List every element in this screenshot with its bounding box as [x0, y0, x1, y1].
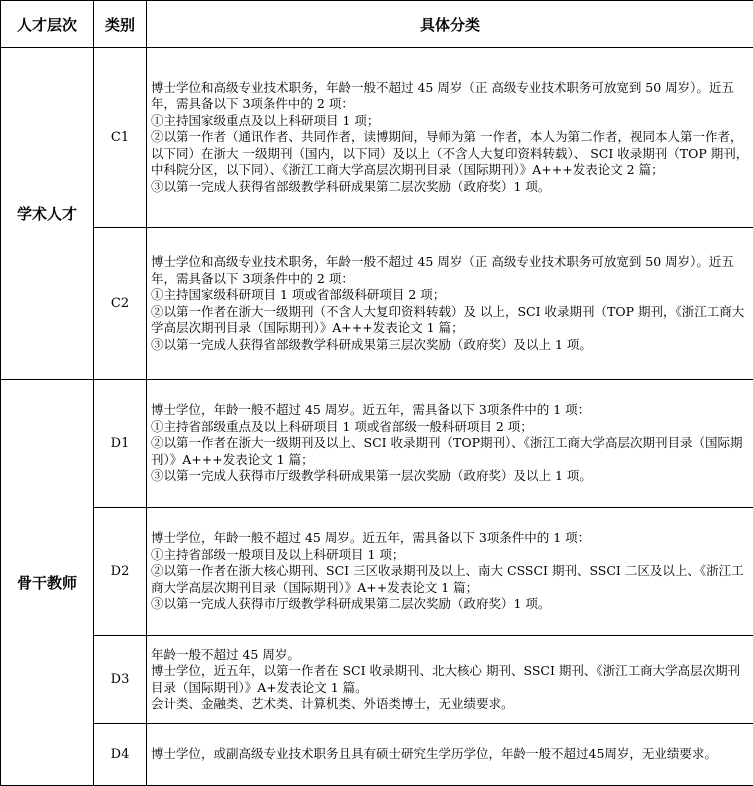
detail-c1	[147, 48, 753, 228]
detail-line: ③以第一完成人获得市厅级教学科研成果第一层次奖励（政府奖）及以上 1 项。	[151, 468, 749, 485]
table-row-c1	[1, 48, 753, 228]
level-core-teacher: 骨干教师	[1, 380, 94, 786]
header-level: 人才层次	[1, 1, 94, 48]
detail-line: 博士学位，近五年，以第一作者在 SCI 收录期刊、北大核心 期刊、SSCI 期刊、《浙江工商大学高层次期刊目录（国际期刊）》A+发表论文 1 篇。	[151, 663, 749, 696]
category-d3: D3	[94, 636, 147, 724]
detail-line: ①主持省部级重点及以上科研项目 1 项或省部级一般科研项目 2 项；	[151, 419, 749, 436]
table-row-d1	[1, 380, 753, 508]
detail-line: 博士学位，或副高级专业技术职务且具有硕士研究生学历学位，年龄一般不超过45周岁，无业绩要求。	[151, 746, 749, 763]
detail-line: 博士学位和高级专业技术职务，年龄一般不超过 45 周岁（正 高级专业技术职务可放宽到 50 周岁）。近五年，需具备以下 3项条件中的 2 项：	[151, 80, 749, 113]
header-detail: 具体分类	[147, 1, 753, 48]
header-category: 类别	[94, 1, 147, 48]
detail-line: ②以第一作者在浙大一级期刊及以上、SCI 收录期刊（TOP期刊）、《浙江工商大学高层次期刊目录（国际期刊）》A+++发表论文 1 篇；	[151, 435, 749, 468]
table-row-d3	[1, 636, 753, 724]
detail-line: ①主持国家级科研项目 1 项或省部级科研项目 2 项；	[151, 287, 749, 304]
table-row-c2	[1, 228, 753, 380]
detail-line: ②以第一作者在浙大一级期刊（不含人大复印资料转载）及 以上，SCI 收录期刊（TOP 期刊，《浙江工商大学高层次期刊目录（国际期刊）》A+++发表论文 1 篇；	[151, 304, 749, 337]
table-row-d4	[1, 724, 753, 786]
detail-line: ①主持国家级重点及以上科研项目 1 项；	[151, 113, 749, 130]
category-d2: D2	[94, 508, 147, 636]
detail-line: ①主持省部级一般项目及以上科研项目 1 项；	[151, 547, 749, 564]
level-academic-talent: 学术人才	[1, 48, 94, 380]
detail-d3	[147, 636, 753, 724]
detail-d4	[147, 724, 753, 786]
category-d1: D1	[94, 380, 147, 508]
category-d4: D4	[94, 724, 147, 786]
detail-line: ③以第一完成人获得省部级教学科研成果第三层次奖励（政府奖）及以上 1 项。	[151, 337, 749, 354]
detail-line: ②以第一作者（通讯作者、共同作者，读博期间，导师为第 一作者，本人为第二作者，视同本人第一作者，以下同）在浙大 一级期刊（国内，以下同）及以上（不含人大复印资料转载）、 SCI 收录期刊（TOP 期刊，中科院分区，以下同）、《浙江工商大学高层次期刊目录（国际期刊）》A+++发表论文 2 篇；	[151, 129, 749, 179]
detail-line: 博士学位，年龄一般不超过 45 周岁。近五年，需具备以下 3项条件中的 1 项：	[151, 530, 749, 547]
detail-line: ②以第一作者在浙大核心期刊、SCI 三区收录期刊及以上、南大 CSSCI 期刊、SSCI 二区及以上、《浙江工商大学高层次期刊目录（国际期刊）》A++发表论文 1 篇；	[151, 563, 749, 596]
detail-c2	[147, 228, 753, 380]
detail-line: 博士学位和高级专业技术职务，年龄一般不超过 45 周岁（正 高级专业技术职务可放宽到 50 周岁）。近五年，需具备以下 3项条件中的 2 项：	[151, 254, 749, 287]
table-row-d2	[1, 508, 753, 636]
category-c1: C1	[94, 48, 147, 228]
detail-line: 博士学位，年龄一般不超过 45 周岁。近五年，需具备以下 3项条件中的 1 项：	[151, 402, 749, 419]
header-row	[1, 1, 753, 48]
detail-line: ③以第一完成人获得市厅级教学科研成果第二层次奖励（政府奖）1 项。	[151, 596, 749, 613]
category-c2: C2	[94, 228, 147, 380]
detail-line: 会计类、金融类、艺术类、计算机类、外语类博士，无业绩要求。	[151, 696, 749, 713]
detail-d1	[147, 380, 753, 508]
detail-line: 年龄一般不超过 45 周岁。	[151, 647, 749, 664]
detail-d2	[147, 508, 753, 636]
detail-line: ③以第一完成人获得省部级教学科研成果第二层次奖励（政府奖）1 项。	[151, 179, 749, 196]
